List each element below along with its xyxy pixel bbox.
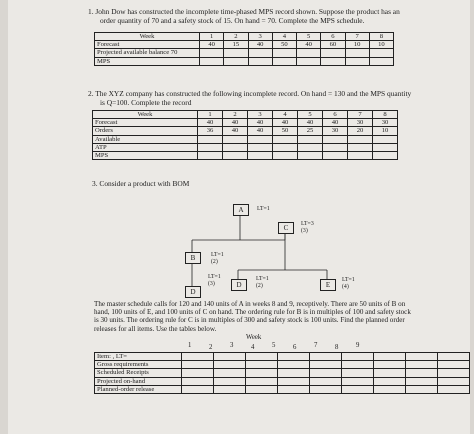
lt-c [301,221,314,234]
bom-node-b: B [185,252,201,264]
value-cell: 36 [198,127,223,135]
week-number: 8 [335,344,339,351]
value-cell: 40 [323,119,348,127]
value-cell [310,361,342,369]
value-cell: 25 [298,127,323,135]
value-cell [406,369,438,377]
q3-para-line2: hand, 100 units of E, and 100 units of C on hand. The ordering rule for B is in multiples of 100 and safety stock [94,308,411,317]
value-cell [374,361,406,369]
value-cell [278,353,310,361]
value-cell: 30 [323,127,348,135]
row-label: Item: , LT= [95,353,182,361]
value-cell: 40 [273,119,298,127]
bom-node-d-right: D [231,279,247,291]
q1-line1: 1. John Dow has constructed the incomplete time-phased MPS record shown. Suppose the product has an [88,7,400,16]
value-cell [182,353,214,361]
qty-d2: (2) [256,282,263,289]
value-cell: 40 [298,119,323,127]
bom-tree-lines [8,0,470,300]
value-cell [214,369,246,377]
value-cell: 20 [348,127,373,135]
q3-para-line4: releases for all items. Use the tables below. [94,324,217,333]
value-cell [278,377,310,385]
q2-line2: is Q=100. Complete the record [100,97,192,107]
lt-c-value: LT=3 [301,221,314,227]
week-number: 3 [230,342,234,349]
value-cell [246,369,278,377]
week-number-cell: 8 [369,33,393,41]
row-label: MPS [95,57,200,65]
week-number-cell: 7 [345,33,369,41]
value-cell [438,353,470,361]
week-number-cell: 4 [272,33,296,41]
value-cell: 50 [272,41,296,49]
week-number: 2 [209,344,213,351]
value-cell [438,385,470,393]
bom-node-e: E [320,279,336,291]
value-cell: 40 [223,127,248,135]
value-cell [182,369,214,377]
week-number-cell: 2 [223,111,248,119]
qty-b: (2) [211,258,218,265]
value-cell [182,377,214,385]
value-cell [342,377,374,385]
value-cell [246,353,278,361]
row-label: MPS [93,152,198,160]
q3-para-line1: The master schedule calls for 120 and 140 units of A in weeks 8 and 9, receptively. There are 50 units of B on [94,300,406,308]
value-cell [406,353,438,361]
row-label: Available [93,135,198,143]
value-cell: 40 [223,119,248,127]
value-cell: 15 [224,41,248,49]
value-cell [278,361,310,369]
value-cell [406,377,438,385]
value-cell: 40 [248,119,273,127]
value-cell [374,377,406,385]
value-cell: 40 [248,127,273,135]
row-label: Forecast [95,41,200,49]
row-label: Projected on-hand [95,377,182,385]
value-cell: 40 [200,41,224,49]
lt-a: LT=1 [257,206,270,212]
week-number-cell: 1 [198,111,223,119]
value-cell: 10 [369,41,393,49]
week-number: 7 [314,342,318,349]
week-number-cell: 5 [297,33,321,41]
value-cell [310,377,342,385]
row-label: Projected available balance 70 [95,49,200,57]
qty-d1: (3) [208,280,215,287]
value-cell [214,385,246,393]
q1-line2: order quantity of 70 and a safety stock of 15. On hand = 70. Complete the MPS schedule. [100,15,365,25]
value-cell [246,377,278,385]
value-cell [310,369,342,377]
value-cell [342,369,374,377]
q3-para-line3: is 30 units. The ordering rule for C is in multiples of 300 and safety stock is 100 units. Find the planned order [94,316,405,325]
table-row [95,385,470,393]
row-label: Forecast [93,119,198,127]
week-header: Week [95,33,200,41]
value-cell: 60 [321,41,345,49]
bom-node-d-left: D [185,286,201,298]
value-cell [406,385,438,393]
value-cell [374,385,406,393]
q2-line1: 2. The XYZ company has constructed the following incomplete record. On hand = 130 and the MPS quantity [88,89,412,98]
row-label: Gross requirements [95,361,182,369]
lt-b [211,252,224,265]
week-number: 5 [272,342,276,349]
week-number: 9 [356,342,360,349]
value-cell [342,353,374,361]
qty-e: (4) [342,283,349,290]
table-row [95,377,470,385]
document-page [8,0,470,434]
week-number-cell: 5 [298,111,323,119]
value-cell: 40 [297,41,321,49]
week-number-cell: 6 [323,111,348,119]
value-cell: 50 [273,127,298,135]
q3-paragraph [94,300,464,333]
row-label: ATP [93,143,198,151]
value-cell [214,353,246,361]
week-number: 6 [293,344,297,351]
week-number-cell: 8 [373,111,398,119]
value-cell [182,385,214,393]
table-row [95,361,470,369]
value-cell [438,377,470,385]
value-cell [406,361,438,369]
row-label: Orders [93,127,198,135]
week-number-cell: 1 [200,33,224,41]
value-cell [278,369,310,377]
value-cell [342,385,374,393]
week-number-cell: 2 [224,33,248,41]
value-cell: 10 [345,41,369,49]
value-cell [310,385,342,393]
row-label: Scheduled Receipts [95,369,182,377]
value-cell: 10 [373,127,398,135]
value-cell [438,361,470,369]
bom-node-a: A [233,204,249,216]
week-number-cell: 7 [348,111,373,119]
value-cell [182,361,214,369]
q3-week-label: Week [246,334,262,341]
row-label: Planned-order release [95,385,182,393]
lt-e [342,277,355,290]
table-row [95,353,470,361]
q3-heading: 3. Consider a product with BOM [92,179,190,188]
value-cell [374,369,406,377]
value-cell [438,369,470,377]
value-cell: 40 [198,119,223,127]
week-number-cell: 3 [248,33,272,41]
week-number-cell: 3 [248,111,273,119]
value-cell [342,361,374,369]
lt-d1-value: LT=1 [208,274,221,280]
value-cell [246,361,278,369]
week-number: 4 [251,344,255,351]
lt-d2 [256,276,269,289]
q3-mrp-table [94,352,470,394]
value-cell [214,361,246,369]
week-number: 1 [188,342,192,349]
value-cell: 30 [348,119,373,127]
bom-node-c: C [278,222,294,234]
lt-d2-value: LT=1 [256,276,269,282]
table-row [95,369,470,377]
value-cell: 40 [248,41,272,49]
lt-d1 [208,274,221,287]
value-cell [310,353,342,361]
value-cell [278,385,310,393]
week-number-cell: 4 [273,111,298,119]
week-header: Week [93,111,198,119]
value-cell [214,377,246,385]
lt-b-value: LT=1 [211,252,224,258]
qty-c: (3) [301,227,308,234]
value-cell: 30 [373,119,398,127]
value-cell [374,353,406,361]
value-cell [246,385,278,393]
week-number-cell: 6 [321,33,345,41]
lt-e-value: LT=1 [342,277,355,283]
